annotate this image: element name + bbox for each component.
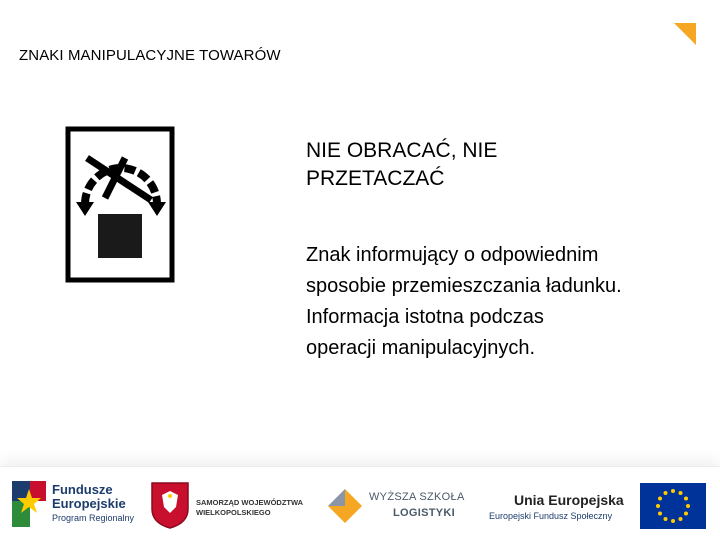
ue-line-2: Europejski Fundusz Społeczny	[489, 511, 613, 521]
sign-description	[306, 240, 706, 364]
sign-heading-line-2: PRZETACZAĆ	[306, 167, 445, 190]
wlkp-line-1: SAMORZĄD WOJEWÓDZTWA	[196, 498, 304, 507]
wsl-logo-icon	[326, 487, 364, 525]
sign-heading-line-1: NIE OBRACAĆ, NIE	[306, 139, 498, 162]
wsl-line-2: LOGISTYKI	[393, 507, 455, 519]
corner-accent-triangle	[674, 23, 696, 45]
ue-line-1: Unia Europejska	[514, 492, 624, 508]
description-line-4: operacji manipulacyjnych.	[306, 337, 536, 359]
fe-logo-text	[52, 483, 126, 511]
fe-line-1: Fundusze	[52, 482, 113, 497]
do-not-roll-symbol-icon	[65, 126, 175, 283]
fe-sub-text: Program Regionalny	[52, 513, 135, 523]
wlkp-line-2: WIELKOPOLSKIEGO	[196, 508, 271, 517]
sign-heading	[306, 137, 606, 193]
fe-line-2: Europejskie	[52, 496, 126, 511]
eu-flag-icon	[640, 483, 706, 529]
slide-title: ZNAKI MANIPULACYJNE TOWARÓW	[19, 47, 281, 64]
wsl-line-1: WYŻSZA SZKOŁA	[369, 491, 465, 503]
description-line-1: Znak informujący o odpowiednim	[306, 244, 599, 266]
description-line-2: sposobie przemieszczania ładunku.	[306, 275, 622, 297]
wlkp-logo-text	[196, 498, 303, 518]
fundusze-europejskie-star-icon	[10, 479, 48, 529]
funding-logos-footer	[0, 466, 720, 541]
description-line-3: Informacja istotna podczas	[306, 306, 544, 328]
wielkopolska-crest-icon	[150, 481, 190, 529]
